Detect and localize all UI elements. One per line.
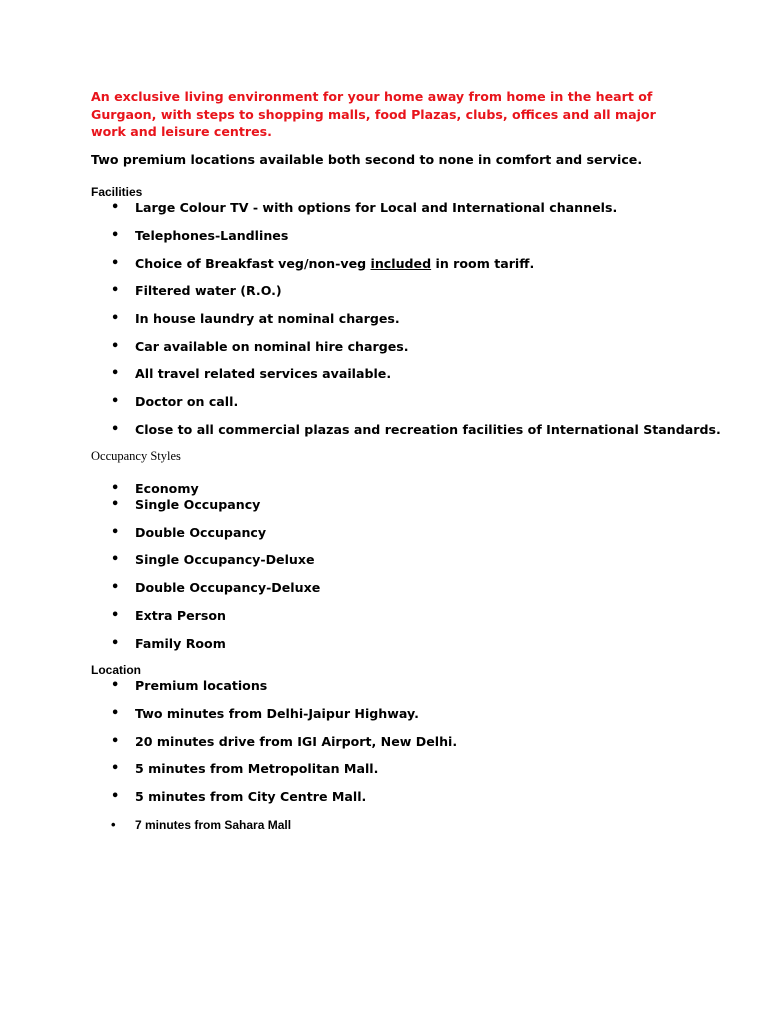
bullet-icon: • (111, 481, 120, 496)
bullet-icon: • (111, 256, 120, 271)
bullet-icon: • (111, 422, 120, 437)
bullet-icon: • (111, 734, 120, 749)
list-item-text: Large Colour TV - with options for Local and International channels. (135, 200, 618, 215)
bullet-icon: • (111, 608, 120, 623)
list-item-text: Extra Person (135, 608, 226, 623)
bullet-icon: • (111, 311, 120, 326)
bullet-icon: • (111, 339, 120, 354)
facilities-heading: Facilities (91, 185, 143, 199)
list-item (111, 496, 751, 514)
list-item-text: Single Occupancy-Deluxe (135, 552, 315, 567)
list-item (111, 255, 751, 273)
breakfast-text-underlined: included (370, 256, 432, 271)
list-item (111, 677, 751, 695)
list-item-text: 5 minutes from Metropolitan Mall. (135, 761, 379, 776)
breakfast-text-after: in room tariff. (431, 256, 535, 271)
bullet-icon: • (111, 636, 120, 651)
list-item-text: Single Occupancy (135, 497, 261, 512)
list-item-text: Filtered water (R.O.) (135, 283, 282, 298)
list-item-text: Car available on nominal hire charges. (135, 339, 409, 354)
bullet-icon: • (111, 706, 120, 721)
occupancy-styles-heading: Occupancy Styles (91, 449, 181, 463)
list-item-text: Two minutes from Delhi-Jaipur Highway. (135, 706, 419, 721)
list-item-text: 5 minutes from City Centre Mall. (135, 789, 367, 804)
list-item (111, 579, 751, 597)
list-item-text: Premium locations (135, 678, 268, 693)
list-item-text (135, 255, 534, 273)
bullet-icon: • (111, 200, 120, 215)
bullet-icon: • (111, 525, 120, 540)
list-item-text: Double Occupancy-Deluxe (135, 580, 321, 595)
list-item (111, 338, 751, 356)
bullet-icon: • (111, 283, 120, 298)
list-item (111, 282, 751, 300)
bullet-icon: • (111, 394, 120, 409)
list-item (111, 705, 751, 723)
bullet-icon: • (111, 580, 120, 595)
list-item-text: Telephones-Landlines (135, 228, 289, 243)
bullet-icon: • (111, 817, 116, 832)
list-item-text: 20 minutes drive from IGI Airport, New Delhi. (135, 734, 458, 749)
intro-paragraph: An exclusive living environment for your home away from home in the heart of Gurgaon, with steps to shopping malls, food Plazas, clubs, offices and all major work and leisure centres. (91, 89, 656, 139)
bullet-icon: • (111, 497, 120, 512)
list-item (111, 760, 751, 778)
list-item (111, 227, 751, 245)
list-item-text: Close to all commercial plazas and recreation facilities of International Standards. (135, 422, 721, 437)
premium-locations-line: Two premium locations available both second to none in comfort and service. (91, 152, 643, 167)
list-item (111, 788, 751, 806)
bullet-icon: • (111, 228, 120, 243)
bullet-icon: • (111, 366, 120, 381)
list-item (111, 199, 751, 217)
list-item (111, 635, 751, 653)
list-item-text: Double Occupancy (135, 525, 267, 540)
list-item-text: Doctor on call. (135, 394, 239, 409)
list-item-text: 7 minutes from Sahara Mall (135, 818, 292, 832)
list-item (111, 421, 751, 439)
bullet-icon: • (111, 761, 120, 776)
bullet-icon: • (111, 552, 120, 567)
list-item (111, 393, 751, 411)
list-item (111, 551, 751, 569)
list-item (111, 733, 751, 751)
list-item-text: Family Room (135, 636, 226, 651)
list-item-text: In house laundry at nominal charges. (135, 311, 400, 326)
list-item (111, 524, 751, 542)
list-item (111, 365, 751, 383)
list-item (111, 310, 751, 328)
list-item-text: All travel related services available. (135, 366, 392, 381)
bullet-icon: • (111, 789, 120, 804)
list-item (111, 816, 751, 834)
location-heading: Location (91, 663, 141, 677)
list-item (111, 607, 751, 625)
list-item-text: Economy (135, 481, 199, 496)
breakfast-text-before: Choice of Breakfast veg/non-veg (135, 256, 371, 271)
bullet-icon: • (111, 678, 120, 693)
